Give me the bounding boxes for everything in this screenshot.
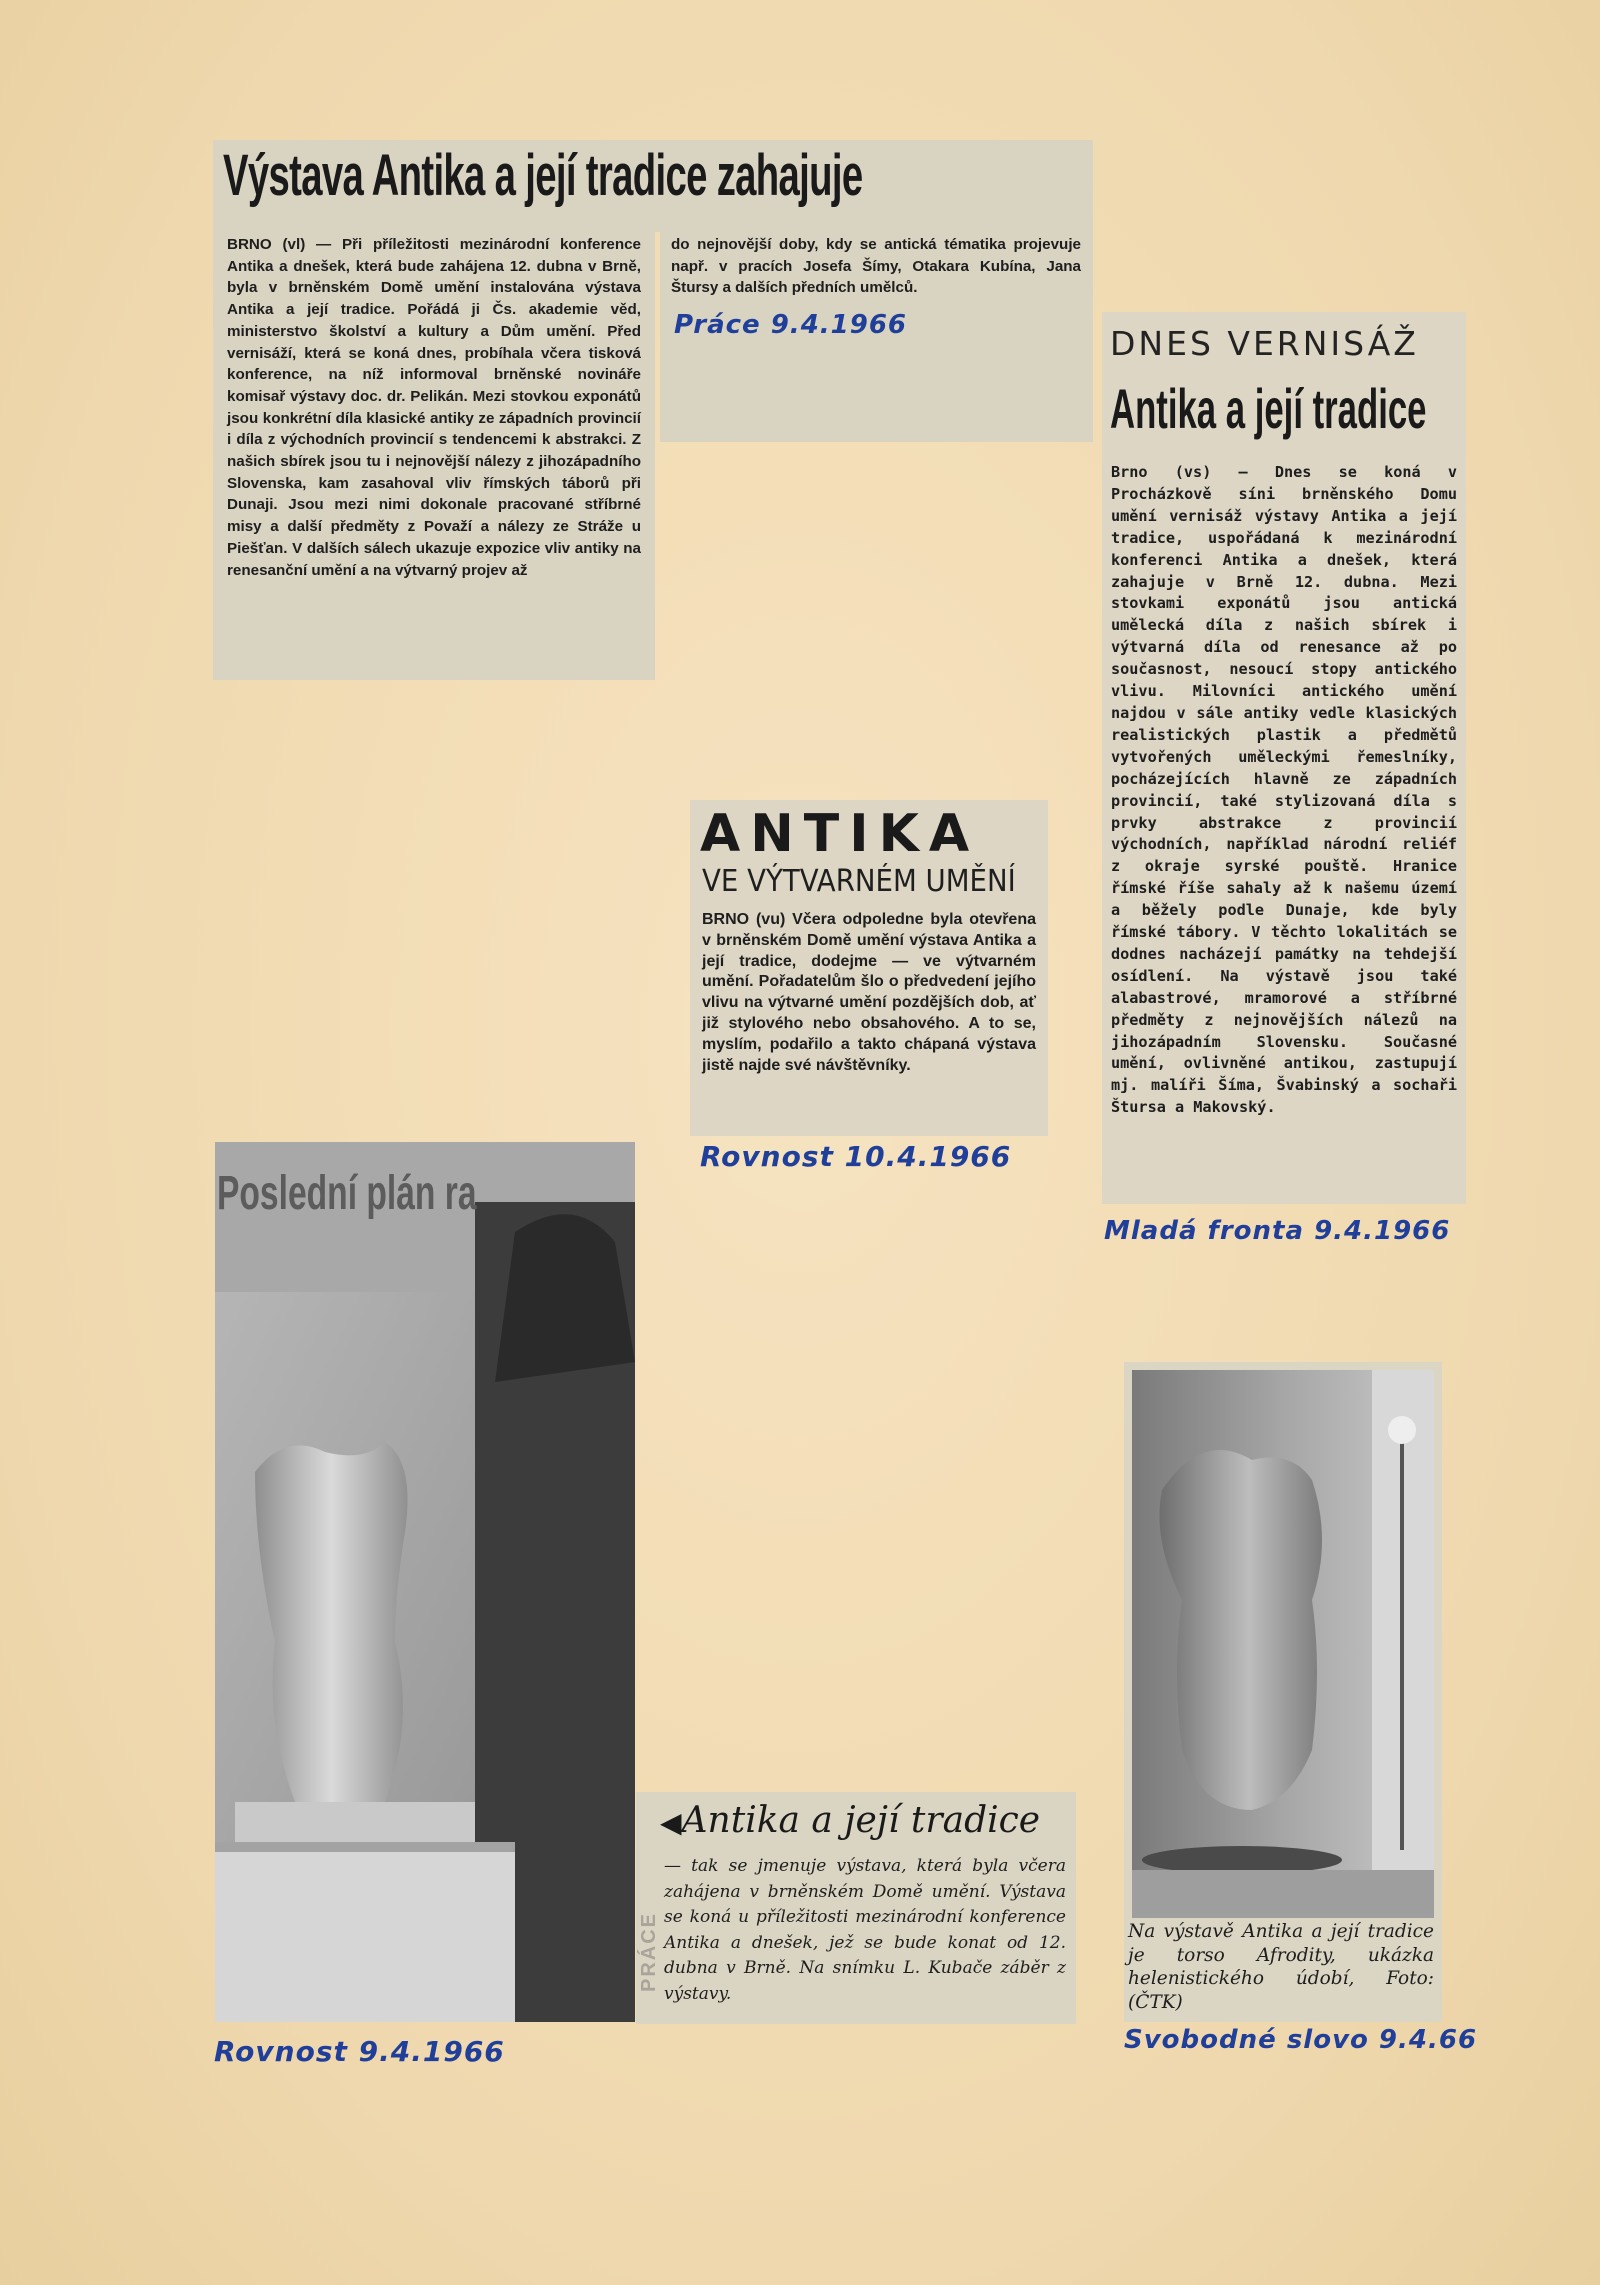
mf-kicker: DNES VERNISÁŽ [1110,324,1419,363]
clipping-mlada-fronta [1102,312,1466,1204]
svobodne-handwritten-note: Svobodné slovo 9.4.66 [1124,2025,1478,2055]
mf-handwritten-note: Mladá fronta 9.4.1966 [1104,1216,1451,1246]
photo-torso-afrodity [1132,1370,1434,1918]
mf-body: Brno (vs) — Dnes se koná v Procházkově síni brněnského Domu umění vernisáž výstavy Antika a její tradice, uspořádaná k mezinárodní konferenci Antika a dnešek, která zahajuje v Brně 12. dubna. Mezi stovkami exponátů jsou antická umělecká díla z našich sbírek i výtvarná díla od renesance až po současnost, nesoucí stopy antického vlivu. Milovníci antického umění najdou v sále antiky vedle klasických realistických plastik a předmětů vytvořených uměleckými řemeslníky, pocházejících hlavně ze západních provincií, také stylizovaná díla s prvky abstrakce z provincií východních, například národní reliéf z okraje syrské pouště. Hranice římské říše sahaly až k našemu území a běžely podle Dunaje, kde byly římské tábory. V těchto lokalitách se dodnes nacházejí památky na tehdejší osídlení. Na výstavě jsou také alabastrové, mramorové a stříbrné předměty z nejnovějších nálezů na jihozápadním Slovensku. Současné umění, ovlivněné antikou, zastupují mj. malíři Šíma, Švabinský a sochaři Štursa a Makovský. [1111,463,1457,1117]
photo-torso-image [1132,1370,1434,1918]
photo-statue-with-visitor [215,1142,635,2022]
rovnost-caption-title: Antika a její tradice [681,1800,1041,1841]
prace-column-2: do nejnovější doby, kdy se antická tématika projevuje např. v pracích Josefa Šímy, Otakara Kubína, Jana Štursy a dalších předních umělců. [671,236,1081,297]
rovnost-side-label: PRÁCE [638,1911,660,1992]
photo-statue-image [215,1142,635,2022]
clipping-rovnost-caption [636,1792,1076,2024]
prace-handwritten-note: Práce 9.4.1966 [674,310,908,340]
clipping-svobodne-slovo [1124,1362,1442,2022]
photo-overlay-text: Poslední plán ra [217,1167,477,1220]
rovnost-handwritten-note-1: Rovnost 10.4.1966 [700,1140,1012,1173]
svobodne-caption: Na výstavě Antika a její tradice je torso Afrodity, ukázka helenistického údobí, Foto: (ČTK) [1128,1921,1434,2013]
rovnost-caption-body: — tak se jmenuje výstava, která byla včera zahájena v brněnském Domě umění. Výstava se koná u příležitosti mezinárodní konference Antika a dnešek, jež se bude konat od 12. dubna v Brně. Na snímku L. Kubače záběr z výstavy. [664,1856,1066,2004]
triangle-marker-icon: ◀ [660,1806,682,1839]
clipping-prace [213,140,1093,680]
prace-headline: Výstava Antika a její tradice zahajuje [223,143,863,208]
clipping-rovnost-antika [690,800,1048,1136]
rovnost-headline: ANTIKA [700,804,980,864]
mf-headline: Antika a její tradice [1110,377,1427,440]
rovnost-caption-headline [660,1800,1040,1841]
rovnost-body: BRNO (vu) Včera odpoledne byla otevřena v brněnském Domě umění výstava Antika a její tradice, dodejme — ve výtvarném umění. Pořadatelům šlo o předvedení jejího vlivu na výtvarné umění pozdějších dob, ať již stylového nebo obsahového. A to se, myslím, podařilo a takto chápaná výstava jistě najde své návštěvníky. [702,911,1036,1074]
rovnost-handwritten-note-2: Rovnost 9.4.1966 [214,2035,505,2068]
prace-column-1: BRNO (vl) — Při příležitosti mezinárodní konference Antika a dnešek, která bude zahájena 12. dubna v Brně, byla v brněnském Domě umění instalována výstava Antika a její tradice. Pořádá ji Čs. akademie věd, ministerstvo školství a kultury a Dům umění. Před vernisáží, která se koná dnes, probíhala včera tisková konference, na níž informoval brněnské novináře komisař výstavy doc. dr. Pelikán. Mezi stovkou exponátů jsou konkrétní díla klasické antiky ze západních provincií i díla z východních provincií s tendencemi k abstrakci. Z našich sbírek jsou tu i nejnovější nálezy z jihozápadního Slovenska, kam zasahoval vliv římských táborů při Dunaji. Jsou mezi nimi dokonale pracované stříbrné misy a další předměty z Považí a nálezy ze Stráže u Piešťan. V dalších sálech ukazuje expozice vliv antiky na renesanční umění a na výtvarný projev až [227,236,641,579]
rovnost-subhead: VE VÝTVARNÉM UMĚNÍ [702,864,1016,899]
